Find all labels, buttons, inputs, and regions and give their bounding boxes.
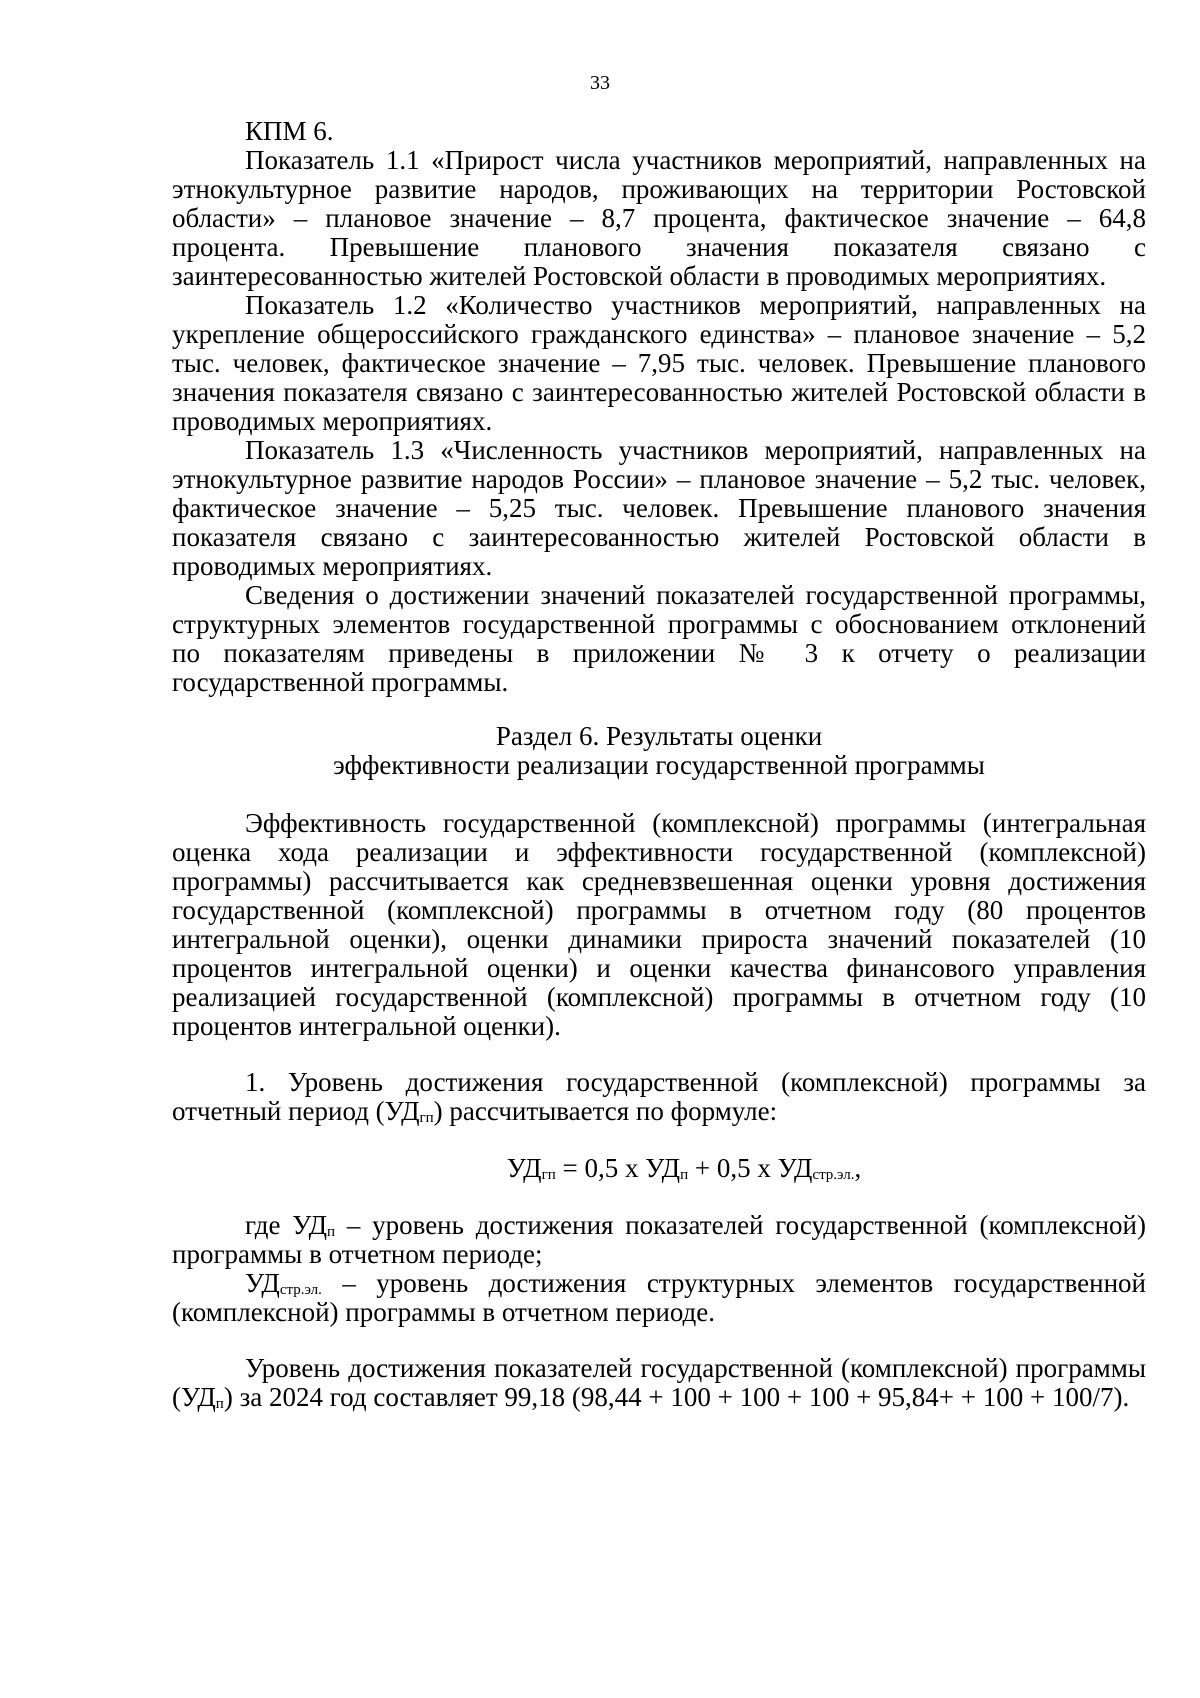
item-1-text-after: ) рассчитывается по формуле: xyxy=(433,1096,778,1126)
formula-tail: , xyxy=(854,1153,862,1183)
where-p-subscript: п xyxy=(327,1224,336,1240)
paragraph-indicator-1-1: Показатель 1.1 «Прирост числа участников мероприятий, направленных на этнокультурное развитие народов, проживающих на территории Ростовской области» – плановое значение – 8,7 процента, фактическое значение – 64,8 процента. Превышение планового значения показателя связано с заинтересованностью жителей Ростовской области в проводимых мероприятиях. xyxy=(172,145,1146,291)
item-1-text-before: 1. Уровень достижения государственной (комплексной) программы за отчетный период (УД xyxy=(172,1067,1146,1126)
kpm-label: КПМ 6. xyxy=(245,116,334,146)
paragraph-where-se xyxy=(172,1269,1146,1327)
paragraph-item-1 xyxy=(172,1068,1146,1126)
level-text-before: Уровень достижения показателей государственной (комплексной) программы (УД xyxy=(172,1353,1146,1412)
paragraph-level xyxy=(172,1354,1146,1412)
formula-p-subscript: п xyxy=(680,1167,689,1183)
paragraph-appendix-reference: Сведения о достижении значений показателей государственной программы, структурных элементов государственной программы с обоснованием отклонений по показателям приведены в приложении № 3 к отчету о реализации государственной программы. xyxy=(172,580,1146,697)
where-p-text: – уровень достижения показателей государственной (комплексной) программы в отчетном периоде; xyxy=(172,1210,1146,1269)
formula-se-subscript: стр.эл. xyxy=(812,1167,855,1183)
where-p-lead: где УД xyxy=(245,1210,328,1240)
paragraph-effectiveness: Эффективность государственной (комплексной) программы (интегральная оценка хода реализации и эффективности государственной (комплексной) программы) рассчитывается как средневзвешенная оценки уровня достижения государственной (комплексной) программы в отчетном году (80 процентов интегральной оценки), оценки динамики прироста значений показателей (10 процентов интегральной оценки) и оценки качества финансового управления реализацией государственной (комплексной) программы в отчетном году (10 процентов интегральной оценки). xyxy=(172,808,1146,1041)
document-body xyxy=(172,117,1146,1412)
page-number: 33 xyxy=(590,72,610,94)
formula xyxy=(172,1154,1146,1183)
paragraph-where-p xyxy=(172,1211,1146,1269)
formula-lhs: УД xyxy=(506,1153,542,1183)
section-heading-line-1: Раздел 6. Результаты оценки xyxy=(495,721,823,751)
level-subscript: п xyxy=(215,1396,224,1412)
paragraph-indicator-1-3: Показатель 1.3 «Численность участников мероприятий, направленных на этнокультурное развитие народов России» – плановое значение – 5,2 тыс. человек, фактическое значение – 5,25 тыс. человек. Превышение планового значения показателя связано с заинтересованностью жителей Ростовской области в проводимых мероприятиях. xyxy=(172,435,1146,581)
formula-plus: + 0,5 х УД xyxy=(688,1153,813,1183)
formula-lhs-subscript: гп xyxy=(541,1167,556,1183)
paragraph-indicator-1-2: Показатель 1.2 «Количество участников мероприятий, направленных на укрепление общероссийского гражданского единства» – плановое значение – 5,2 тыс. человек, фактическое значение – 7,95 тыс. человек. Превышение планового значения показателя связано с заинтересованностью жителей Ростовской области в проводимых мероприятиях. xyxy=(172,290,1146,436)
formula-eq: = 0,5 х УД xyxy=(555,1153,681,1183)
where-se-lead: УД xyxy=(245,1268,280,1298)
level-text-after: ) за 2024 год составляет 99,18 (98,44 + 100 + 100 + 100 + 95,84+ + 100 + 100/7). xyxy=(223,1382,1130,1412)
item-1-subscript: гп xyxy=(419,1110,434,1126)
where-se-text: – уровень достижения структурных элементов государственной (комплексной) программы в отчетном периоде. xyxy=(172,1268,1146,1327)
section-heading-line-2: эффективности реализации государственной программы xyxy=(333,750,985,780)
where-se-subscript: стр.эл. xyxy=(279,1282,322,1298)
